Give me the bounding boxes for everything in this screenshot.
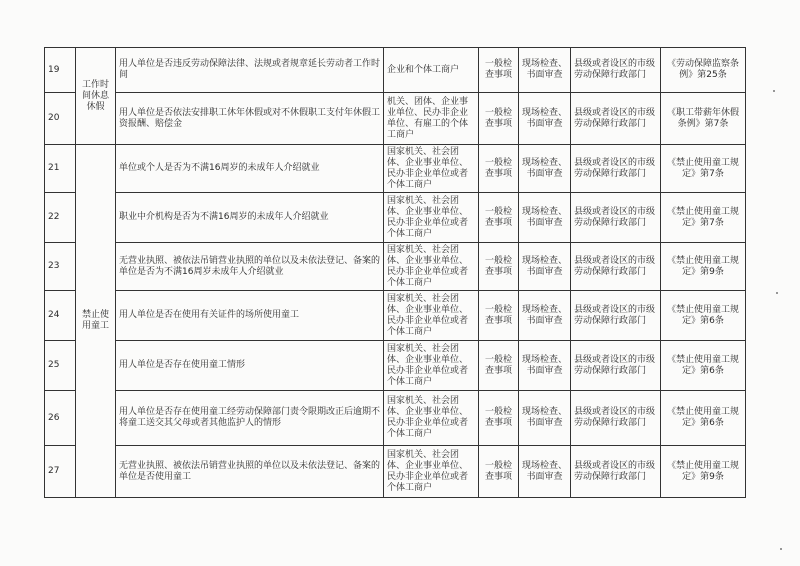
inspection-items-table (44, 47, 746, 498)
table-row (45, 93, 746, 145)
row-number: 21 (45, 145, 76, 193)
legal-basis: 《职工带薪年休假条例》第7条 (661, 93, 746, 145)
table-row (45, 291, 746, 341)
scan-speck (776, 292, 778, 294)
item-type: 一般检查事项 (479, 341, 519, 391)
inspection-department: 县级或者设区的市级劳动保障行政部门 (571, 391, 661, 446)
row-number: 22 (45, 193, 76, 243)
row-number: 23 (45, 243, 76, 291)
legal-basis: 《禁止使用童工规定》第6条 (661, 341, 746, 391)
item-type: 一般检查事项 (479, 243, 519, 291)
inspection-method: 现场检查、书面审查 (519, 446, 571, 498)
inspection-department: 县级或者设区的市级劳动保障行政部门 (571, 48, 661, 93)
legal-basis: 《禁止使用童工规定》第7条 (661, 193, 746, 243)
inspection-object: 国家机关、社会团体、企业事业单位、民办非企业单位或者个体工商户 (384, 446, 479, 498)
legal-basis: 《禁止使用童工规定》第7条 (661, 145, 746, 193)
row-number: 25 (45, 341, 76, 391)
inspection-item: 职业中介机构是否为不满16周岁的未成年人介绍就业 (116, 193, 384, 243)
scan-speck (773, 90, 775, 92)
inspection-object: 机关、团体、企业事业单位、民办非企业单位、有雇工的个体工商户 (384, 93, 479, 145)
inspection-method: 现场检查、书面审查 (519, 291, 571, 341)
category-cell: 工作时间休息休假 (76, 48, 116, 145)
inspection-object: 企业和个体工商户 (384, 48, 479, 93)
table-row (45, 193, 746, 243)
inspection-department: 县级或者设区的市级劳动保障行政部门 (571, 291, 661, 341)
table-row (45, 48, 746, 93)
inspection-item: 无营业执照、被依法吊销营业执照的单位以及未依法登记、备案的单位是否为不满16周岁未成年人介绍就业 (116, 243, 384, 291)
table-row (45, 446, 746, 498)
legal-basis: 《禁止使用童工规定》第9条 (661, 243, 746, 291)
inspection-object: 国家机关、社会团体、企业事业单位、民办非企业单位或者个体工商户 (384, 145, 479, 193)
item-type: 一般检查事项 (479, 446, 519, 498)
inspection-department: 县级或者设区的市级劳动保障行政部门 (571, 341, 661, 391)
category-cell: 禁止使用童工 (76, 145, 116, 498)
item-type: 一般检查事项 (479, 193, 519, 243)
table-row (45, 145, 746, 193)
legal-basis: 《禁止使用童工规定》第6条 (661, 391, 746, 446)
item-type: 一般检查事项 (479, 145, 519, 193)
inspection-method: 现场检查、书面审查 (519, 243, 571, 291)
row-number: 24 (45, 291, 76, 341)
inspection-item: 用人单位是否违反劳动保障法律、法规或者规章延长劳动者工作时间 (116, 48, 384, 93)
table-row (45, 341, 746, 391)
table-row (45, 243, 746, 291)
inspection-item: 用人单位是否存在使用童工情形 (116, 341, 384, 391)
item-type: 一般检查事项 (479, 93, 519, 145)
item-type: 一般检查事项 (479, 48, 519, 93)
legal-basis: 《劳动保障监察条例》第25条 (661, 48, 746, 93)
row-number: 26 (45, 391, 76, 446)
legal-basis: 《禁止使用童工规定》第9条 (661, 446, 746, 498)
inspection-item: 用人单位是否依法安排职工休年休假或对不休假职工支付年休假工资报酬、赔偿金 (116, 93, 384, 145)
inspection-object: 国家机关、社会团体、企业事业单位、民办非企业单位或者个体工商户 (384, 243, 479, 291)
inspection-department: 县级或者设区的市级劳动保障行政部门 (571, 93, 661, 145)
inspection-item: 无营业执照、被依法吊销营业执照的单位以及未依法登记、备案的单位是否使用童工 (116, 446, 384, 498)
inspection-method: 现场检查、书面审查 (519, 48, 571, 93)
inspection-item: 用人单位是否存在使用童工经劳动保障部门责令限期改正后逾期不将童工送交其父母或者其他监护人的情形 (116, 391, 384, 446)
inspection-item: 单位或个人是否为不满16周岁的未成年人介绍就业 (116, 145, 384, 193)
legal-basis: 《禁止使用童工规定》第6条 (661, 291, 746, 341)
item-type: 一般检查事项 (479, 291, 519, 341)
scan-speck (780, 548, 782, 550)
row-number: 19 (45, 48, 76, 93)
inspection-object: 国家机关、社会团体、企业事业单位、民办非企业单位或者个体工商户 (384, 391, 479, 446)
inspection-department: 县级或者设区的市级劳动保障行政部门 (571, 193, 661, 243)
table-row (45, 391, 746, 446)
inspection-method: 现场检查、书面审查 (519, 145, 571, 193)
inspection-method: 现场检查、书面审查 (519, 341, 571, 391)
inspection-object: 国家机关、社会团体、企业事业单位、民办非企业单位或者个体工商户 (384, 291, 479, 341)
row-number: 20 (45, 93, 76, 145)
inspection-method: 现场检查、书面审查 (519, 93, 571, 145)
inspection-department: 县级或者设区的市级劳动保障行政部门 (571, 145, 661, 193)
inspection-item: 用人单位是否在使用有关证件的场所使用童工 (116, 291, 384, 341)
inspection-object: 国家机关、社会团体、企业事业单位、民办非企业单位或者个体工商户 (384, 341, 479, 391)
inspection-department: 县级或者设区的市级劳动保障行政部门 (571, 243, 661, 291)
inspection-method: 现场检查、书面审查 (519, 193, 571, 243)
inspection-object: 国家机关、社会团体、企业事业单位、民办非企业单位或者个体工商户 (384, 193, 479, 243)
row-number: 27 (45, 446, 76, 498)
item-type: 一般检查事项 (479, 391, 519, 446)
inspection-department: 县级或者设区的市级劳动保障行政部门 (571, 446, 661, 498)
inspection-method: 现场检查、书面审查 (519, 391, 571, 446)
